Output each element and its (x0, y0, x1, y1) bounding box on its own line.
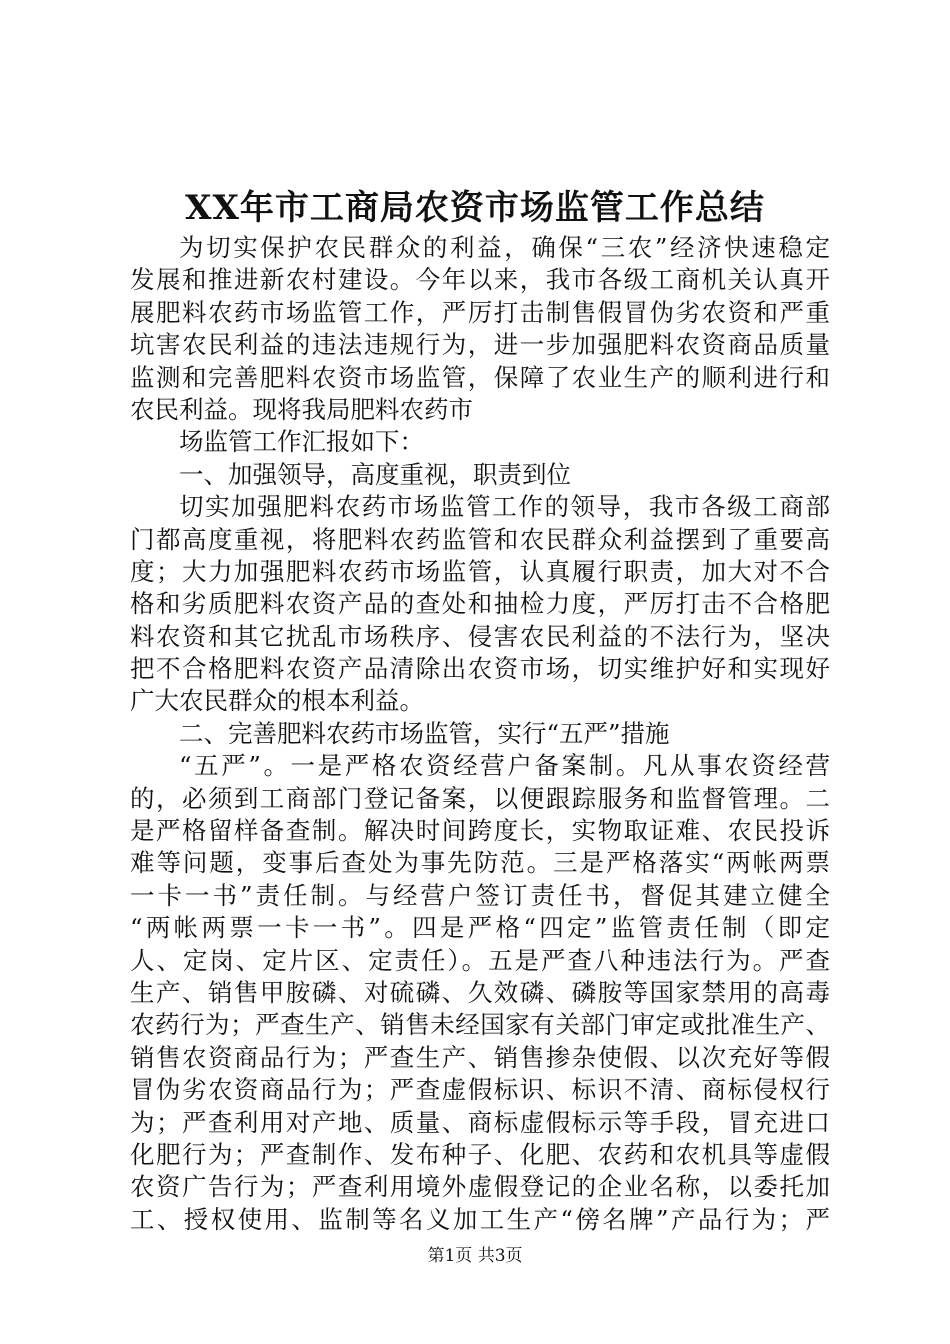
paragraph-line: 发展和推进新农村建设。今年以来，我市各级工商机关认真开 (130, 265, 830, 295)
paragraph-line: 冒伪劣农资商品行为；严查虚假标识、标识不清、商标侵权行 (130, 1075, 830, 1105)
paragraph-line: 工、授权使用、监制等名义加工生产“傍名牌”产品行为；严 (130, 1204, 830, 1234)
document-title: XX年市工商局农资市场监管工作总结 (185, 188, 765, 228)
paragraph-line: 生产、销售甲胺磷、对硫磷、久效磷、磷胺等国家禁用的高毒 (130, 977, 830, 1007)
paragraph-line: 农药行为；严查生产、销售未经国家有关部门审定或批准生产、 (130, 1010, 830, 1040)
paragraph-line: 是严格留样备查制。解决时间跨度长，实物取证难、农民投诉 (130, 816, 830, 846)
paragraph-line: 坑害农民利益的违法违规行为，进一步加强肥料农资商品质量 (130, 330, 830, 360)
paragraph-line: 农民利益。现将我局肥料农药市 (130, 394, 473, 424)
paragraph-line: 一卡一书”责任制。与经营户签订责任书，督促其建立健全 (130, 880, 830, 910)
paragraph-line: 难等问题，变事后查处为事先防范。三是严格落实“两帐两票 (130, 848, 830, 878)
paragraph-line: 格和劣质肥料农资产品的查处和抽检力度，严厉打击不合格肥 (130, 589, 830, 619)
paragraph-line: 销售农资商品行为；严查生产、销售掺杂使假、以次充好等假 (130, 1042, 830, 1072)
paragraph-line: 把不合格肥料农资产品清除出农资市场，切实维护好和实现好 (130, 654, 830, 684)
paragraph-line: 监测和完善肥料农资市场监管，保障了农业生产的顺利进行和 (130, 362, 830, 392)
section-heading: 一、加强领导，高度重视，职责到位 (179, 459, 571, 489)
paragraph-line: 展肥料农药市场监管工作，严厉打击制售假冒伪劣农资和严重 (130, 297, 830, 327)
page-number-footer: 第1页 共3页 (427, 1246, 523, 1266)
section-heading: 二、完善肥料农药市场监管，实行“五严”措施 (179, 718, 670, 748)
paragraph-line: 化肥行为；严查制作、发布种子、化肥、农药和农机具等虚假 (130, 1139, 830, 1169)
paragraph-line: 场监管工作汇报如下： (179, 427, 424, 457)
paragraph-line: 人、定岗、定片区、定责任）。五是严查八种违法行为。严查 (130, 945, 830, 975)
paragraph-line: 广大农民群众的根本利益。 (130, 686, 424, 716)
paragraph-line: 切实加强肥料农药市场监管工作的领导，我市各级工商部 (179, 492, 830, 522)
paragraph-line: 门都高度重视，将肥料农药监管和农民群众利益摆到了重要高 (130, 524, 830, 554)
paragraph-line: 料农资和其它扰乱市场秩序、侵害农民利益的不法行为，坚决 (130, 621, 830, 651)
paragraph-line: 为切实保护农民群众的利益，确保“三农”经济快速稳定 (179, 233, 830, 262)
paragraph-line: 农资广告行为；严查利用境外虚假登记的企业名称，以委托加 (130, 1172, 830, 1202)
paragraph-line: 为；严查利用对产地、质量、商标虚假标示等手段，冒充进口 (130, 1107, 830, 1137)
document-body (130, 232, 830, 1236)
paragraph-line: “五严”。一是严格农资经营户备案制。凡从事农资经营 (179, 751, 830, 781)
paragraph-line: 度；大力加强肥料农药市场监管，认真履行职责，加大对不合 (130, 556, 830, 586)
paragraph-line: “两帐两票一卡一书”。四是严格“四定”监管责任制（即定 (130, 913, 830, 943)
paragraph-line: 的，必须到工商部门登记备案，以便跟踪服务和监督管理。二 (130, 783, 830, 813)
